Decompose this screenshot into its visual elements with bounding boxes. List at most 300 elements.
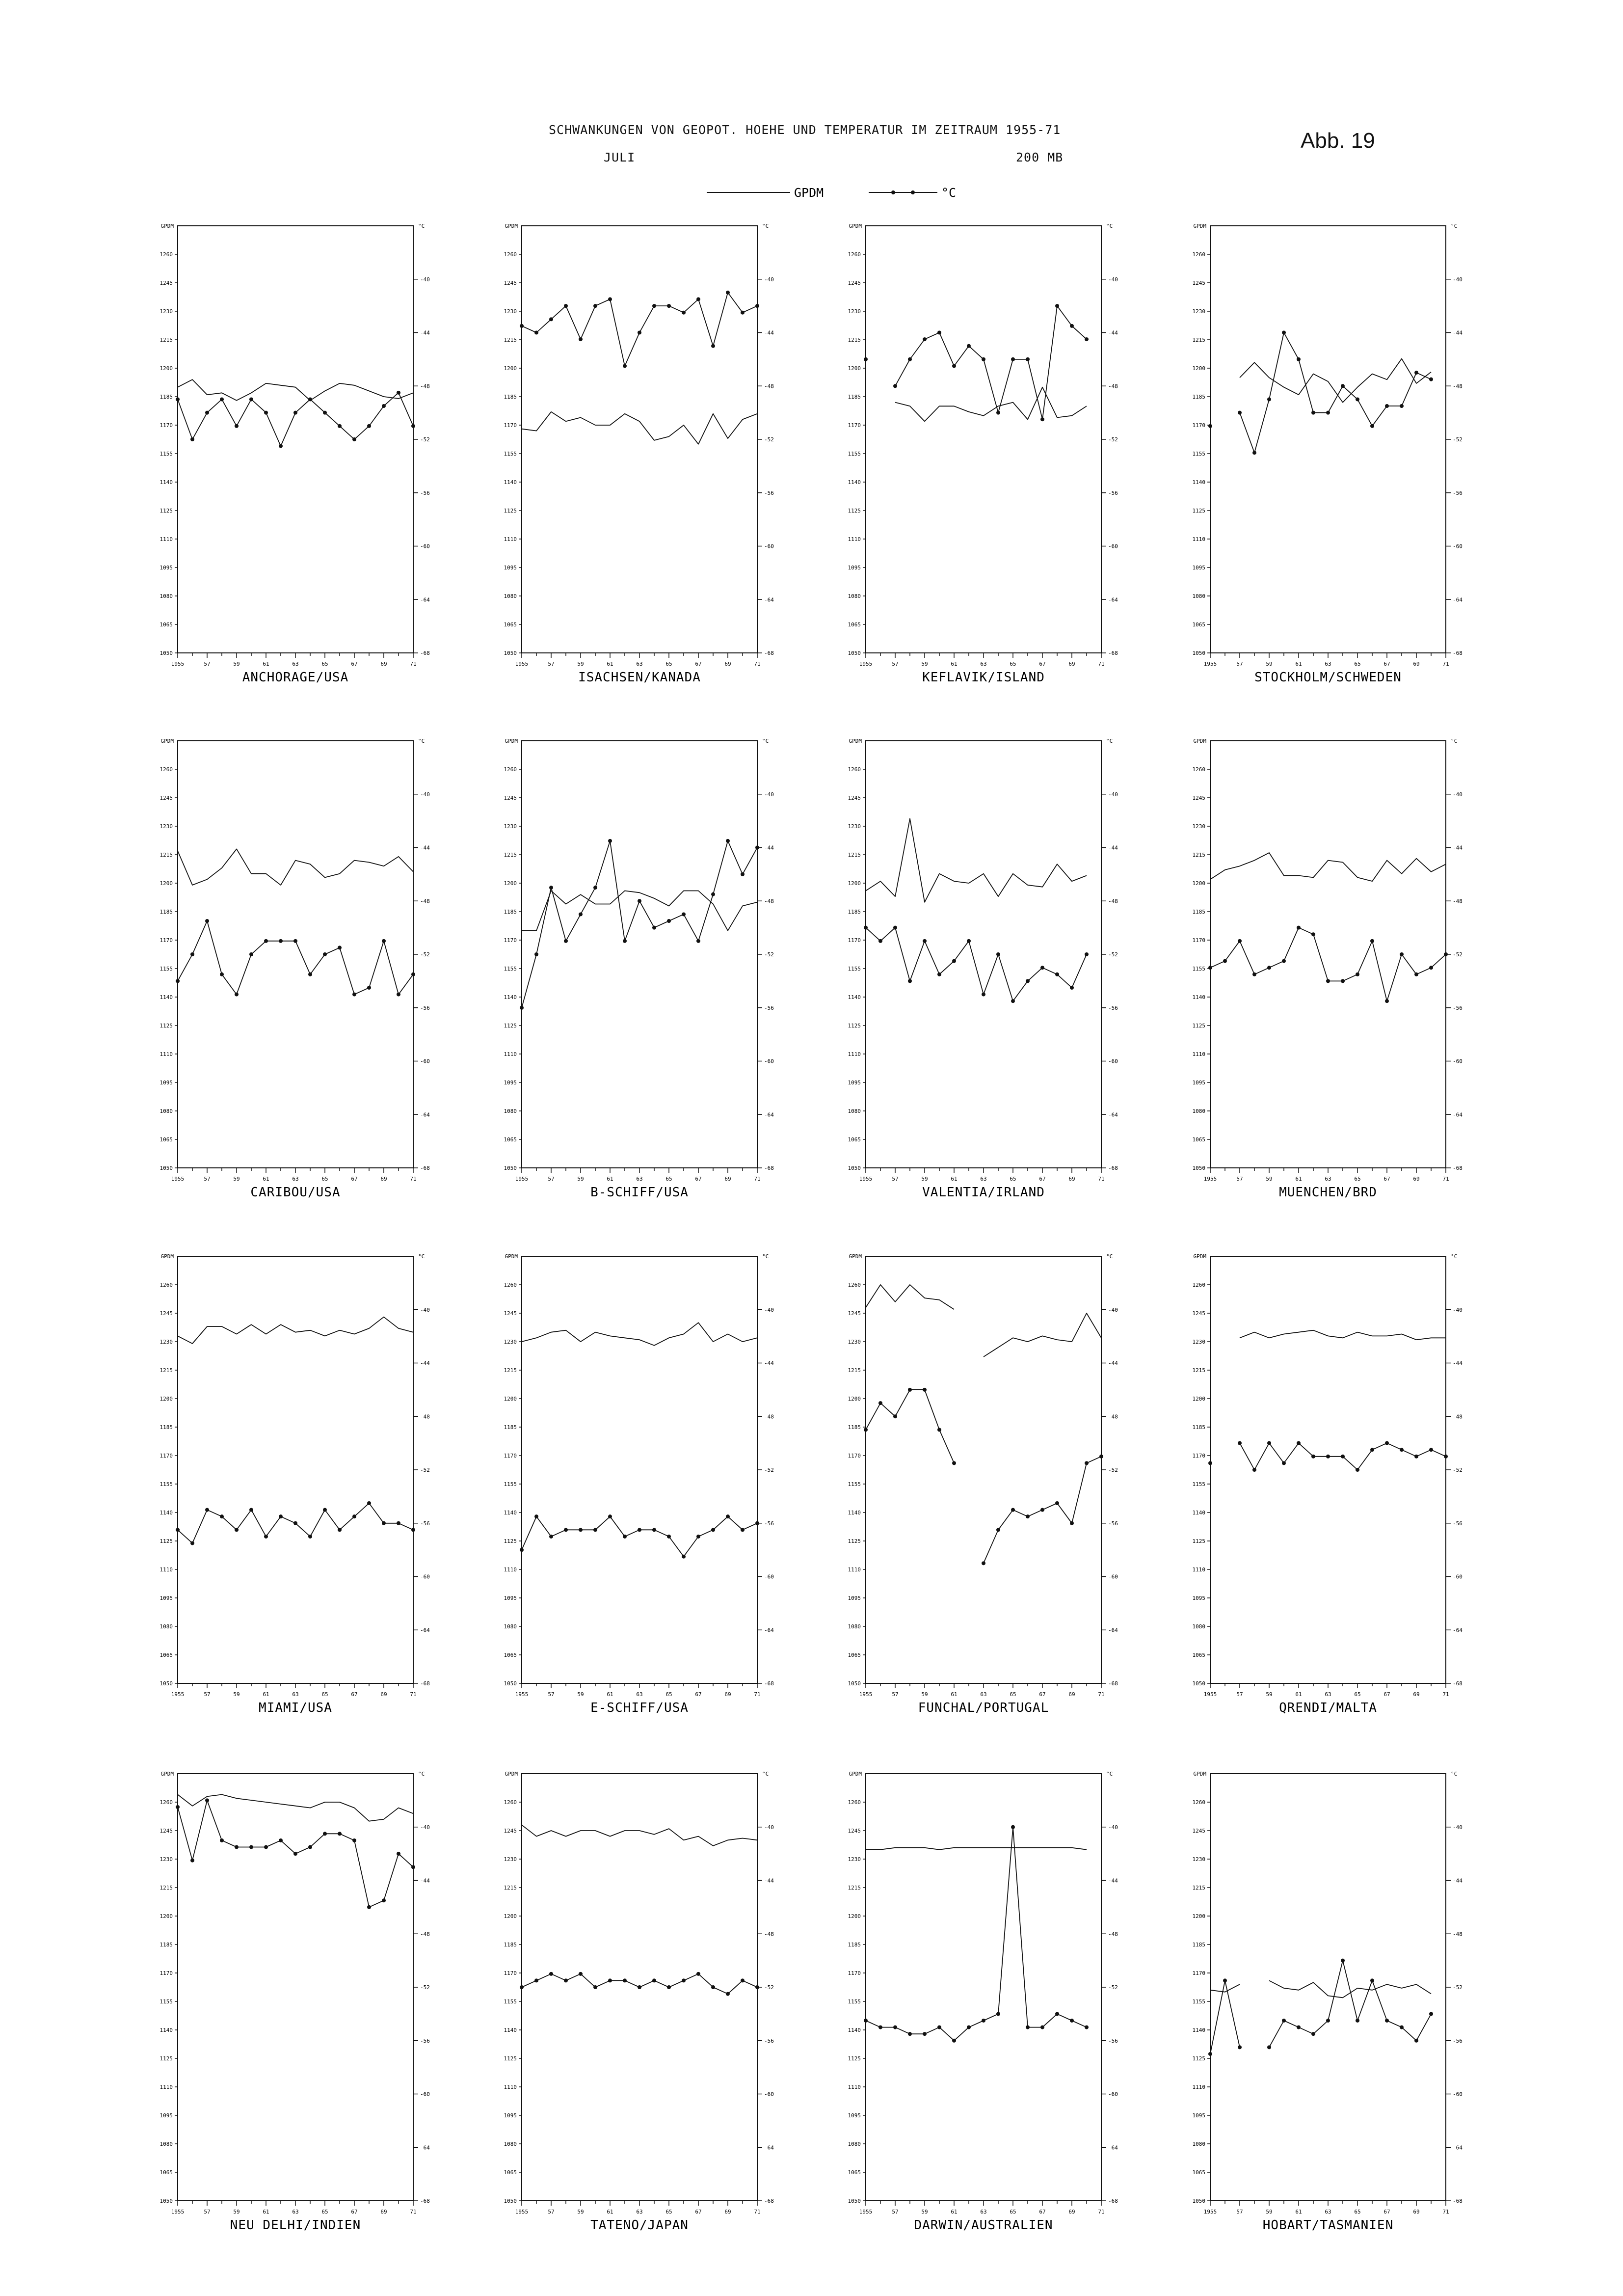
station-label: E-SCHIFF/USA (590, 1701, 689, 1715)
x-tick-label: 61 (263, 1176, 269, 1182)
temp-data-point (1026, 1514, 1030, 1518)
gpdm-tick-label: 1050 (1192, 650, 1205, 656)
gpdm-tick-label: 1200 (1192, 1396, 1205, 1402)
gpdm-tick-label: 1080 (1192, 593, 1205, 599)
gpdm-tick-label: 1245 (504, 280, 517, 286)
temp-data-point (952, 2039, 956, 2043)
temp-data-point (1326, 1455, 1330, 1459)
temp-data-point (652, 304, 656, 308)
temp-data-point (1370, 1448, 1374, 1452)
gpdm-tick-label: 1245 (504, 1828, 517, 1834)
gpdm-tick-label: 1170 (848, 422, 861, 429)
gpdm-tick-label: 1110 (160, 536, 173, 542)
temp-data-point (1040, 417, 1044, 421)
gpdm-tick-label: 1170 (848, 1453, 861, 1459)
temp-data-point (937, 331, 941, 335)
temp-data-point (205, 411, 209, 415)
gpdm-tick-label: 1095 (848, 1595, 861, 1601)
temp-data-point (564, 1528, 568, 1532)
gpdm-tick-label: 1215 (504, 852, 517, 858)
gpdm-tick-label: 1185 (504, 909, 517, 915)
temp-data-point (279, 1838, 283, 1842)
temp-data-point (682, 1978, 686, 1982)
temp-data-point (893, 1414, 897, 1418)
temp-tick-label: -40 (1453, 791, 1463, 798)
temp-data-point (996, 1528, 1000, 1532)
gpdm-tick-label: 1185 (848, 394, 861, 400)
temp-data-point (982, 993, 985, 997)
gpdm-series-line (1240, 359, 1431, 403)
gpdm-tick-label: 1200 (504, 365, 517, 372)
temp-data-point (564, 939, 568, 943)
temp-data-point (520, 1006, 524, 1010)
temp-data-point (367, 1501, 371, 1505)
gpdm-tick-label: 1080 (1192, 2141, 1205, 2147)
x-tick-label: 57 (1236, 661, 1243, 667)
gpdm-tick-label: 1065 (1192, 621, 1205, 628)
temp-tick-label: -40 (1453, 1824, 1463, 1831)
temp-data-point (1055, 2012, 1059, 2016)
gpdm-tick-label: 1080 (848, 1623, 861, 1630)
temp-tick-label: -60 (1453, 1058, 1463, 1065)
temp-data-point (1223, 1978, 1227, 1982)
temp-tick-label: -44 (764, 1360, 774, 1367)
temp-data-point (593, 1985, 597, 1989)
temp-data-point (279, 444, 283, 448)
plot-frame (866, 226, 1101, 653)
temp-data-point (1085, 2026, 1089, 2029)
x-tick-label: 61 (951, 661, 958, 667)
gpdm-tick-label: 1215 (1192, 1367, 1205, 1374)
x-tick-label: 67 (695, 1691, 702, 1698)
gpdm-tick-label: 1230 (1192, 1856, 1205, 1863)
gpdm-tick-label: 1170 (160, 422, 173, 429)
gpdm-tick-label: 1050 (1192, 2198, 1205, 2204)
gpdm-tick-label: 1230 (504, 308, 517, 315)
temp-data-point (190, 1859, 194, 1863)
x-tick-label: 1955 (171, 2209, 185, 2215)
temp-tick-label: -56 (420, 1520, 430, 1527)
temp-data-point (1282, 1461, 1286, 1465)
temp-tick-label: -40 (1453, 1306, 1463, 1313)
temp-tick-label: -40 (420, 791, 430, 798)
temp-data-point (878, 939, 882, 943)
temp-tick-label: -40 (420, 1306, 430, 1313)
temp-tick-label: -64 (1108, 2144, 1118, 2151)
temp-data-point (593, 886, 597, 890)
gpdm-tick-label: 1140 (504, 479, 517, 486)
temp-tick-label: -44 (1108, 329, 1118, 336)
gpdm-tick-label: 1155 (848, 451, 861, 457)
gpdm-tick-label: 1050 (848, 650, 861, 656)
x-tick-label: 69 (380, 1176, 387, 1182)
temp-data-point (308, 397, 312, 401)
gpdm-tick-label: 1125 (1192, 1023, 1205, 1029)
gpdm-tick-label: 1215 (848, 852, 861, 858)
temp-data-point (1400, 952, 1404, 956)
temp-tick-label: -68 (1108, 1165, 1118, 1171)
x-tick-label: 71 (410, 1691, 417, 1698)
gpdm-tick-label: 1215 (1192, 852, 1205, 858)
temp-data-point (1297, 357, 1301, 361)
temp-data-point (726, 1514, 730, 1518)
temp-data-point (534, 1514, 538, 1518)
temp-data-point (893, 926, 897, 930)
x-tick-label: 65 (1010, 1176, 1016, 1182)
temp-tick-label: -44 (420, 1877, 430, 1884)
temp-data-point (608, 297, 612, 301)
gpdm-tick-label: 1260 (848, 251, 861, 258)
gpdm-tick-label: 1095 (848, 2112, 861, 2119)
temp-data-point (696, 1972, 700, 1976)
gpdm-tick-label: 1080 (848, 2141, 861, 2147)
temp-data-point (220, 1838, 224, 1842)
temp-data-point (338, 1832, 342, 1836)
gpdm-tick-label: 1050 (504, 2198, 517, 2204)
gpdm-tick-label: 1155 (160, 966, 173, 972)
plot-frame (1210, 1256, 1446, 1683)
temp-data-point (923, 337, 927, 341)
gpdm-tick-label: 1260 (160, 1282, 173, 1288)
plot-frame (1210, 226, 1446, 653)
temp-tick-label: -60 (1453, 1573, 1463, 1580)
gpdm-tick-label: 1170 (160, 937, 173, 944)
temp-data-point (967, 939, 971, 943)
station-panel (504, 1253, 774, 1715)
x-tick-label: 69 (380, 1691, 387, 1698)
station-panel (1193, 738, 1463, 1200)
x-tick-label: 71 (410, 2209, 417, 2215)
temp-tick-label: -68 (1108, 650, 1118, 656)
right-axis-unit: °C (1106, 223, 1113, 229)
temp-tick-label: -40 (764, 276, 774, 283)
gpdm-tick-label: 1200 (160, 1913, 173, 1919)
temp-data-point (1311, 411, 1315, 415)
gpdm-tick-label: 1110 (160, 1567, 173, 1573)
temp-data-point (235, 993, 239, 997)
station-label: FUNCHAL/PORTUGAL (918, 1701, 1049, 1715)
gpdm-tick-label: 1185 (1192, 1942, 1205, 1948)
temp-data-point (549, 317, 553, 321)
x-tick-label: 57 (548, 1176, 555, 1182)
temp-tick-label: -56 (420, 489, 430, 496)
gpdm-tick-label: 1185 (160, 1424, 173, 1431)
x-tick-label: 61 (263, 2209, 269, 2215)
gpdm-tick-label: 1080 (160, 1623, 173, 1630)
gpdm-tick-label: 1140 (1192, 2027, 1205, 2033)
gpdm-tick-label: 1080 (504, 1623, 517, 1630)
left-axis-unit: GPDM (849, 1253, 862, 1260)
gpdm-tick-label: 1095 (504, 2112, 517, 2119)
gpdm-tick-label: 1245 (1192, 795, 1205, 801)
temp-data-point (549, 886, 553, 890)
temp-tick-label: -48 (1108, 898, 1118, 905)
temp-data-point (937, 2026, 941, 2029)
gpdm-tick-label: 1140 (504, 1510, 517, 1516)
temp-tick-label: -40 (1108, 1824, 1118, 1831)
temp-data-point (1326, 411, 1330, 415)
temp-tick-label: -60 (1108, 543, 1118, 550)
temp-tick-label: -44 (764, 1877, 774, 1884)
gpdm-tick-label: 1125 (160, 508, 173, 514)
x-tick-label: 69 (1068, 2209, 1075, 2215)
temp-data-point (1208, 966, 1212, 970)
gpdm-tick-label: 1140 (848, 994, 861, 1000)
temp-tick-label: -68 (420, 650, 430, 656)
temp-tick-label: -40 (420, 276, 430, 283)
gpdm-tick-label: 1065 (1192, 1652, 1205, 1658)
x-tick-label: 71 (410, 1176, 417, 1182)
gpdm-tick-label: 1200 (160, 880, 173, 887)
gpdm-tick-label: 1110 (848, 2084, 861, 2090)
temp-data-point (323, 1832, 327, 1836)
right-axis-unit: °C (418, 223, 425, 229)
gpdm-tick-label: 1245 (848, 1310, 861, 1317)
gpdm-tick-label: 1185 (504, 1424, 517, 1431)
gpdm-tick-label: 1200 (160, 365, 173, 372)
x-tick-label: 71 (1442, 661, 1449, 667)
station-panel (504, 223, 774, 685)
temp-data-point (1267, 1441, 1271, 1445)
gpdm-tick-label: 1215 (504, 1367, 517, 1374)
temp-data-point (741, 311, 745, 315)
gpdm-tick-label: 1245 (848, 1828, 861, 1834)
temp-tick-label: -60 (420, 543, 430, 550)
temp-tick-label: -44 (1108, 844, 1118, 851)
x-tick-label: 71 (754, 661, 761, 667)
gpdm-tick-label: 1215 (848, 1885, 861, 1891)
temp-tick-label: -64 (420, 596, 430, 603)
x-tick-label: 57 (892, 1691, 899, 1698)
temp-data-point (1297, 1441, 1301, 1445)
temp-tick-label: -60 (420, 1573, 430, 1580)
gpdm-tick-label: 1140 (504, 994, 517, 1000)
temp-data-point (726, 839, 730, 843)
x-tick-label: 61 (607, 1176, 613, 1182)
x-tick-label: 63 (980, 1691, 987, 1698)
x-tick-label: 57 (548, 2209, 555, 2215)
gpdm-series-line (1210, 853, 1446, 881)
x-tick-label: 59 (233, 2209, 240, 2215)
x-tick-label: 69 (1068, 1691, 1075, 1698)
temp-tick-label: -56 (420, 1004, 430, 1011)
temp-data-point (1208, 2052, 1212, 2056)
gpdm-tick-label: 1065 (848, 1136, 861, 1143)
temp-tick-label: -56 (1108, 1004, 1118, 1011)
temp-data-point (1341, 979, 1345, 983)
temp-data-point (382, 1898, 386, 1902)
gpdm-series-line (522, 1825, 757, 1846)
x-tick-label: 63 (636, 661, 643, 667)
temp-data-point (667, 1535, 671, 1539)
left-axis-unit: GPDM (160, 223, 174, 229)
x-tick-label: 69 (380, 661, 387, 667)
x-tick-label: 69 (380, 2209, 387, 2215)
left-axis-unit: GPDM (505, 1253, 518, 1260)
left-axis-unit: GPDM (1193, 738, 1206, 744)
left-axis-unit: GPDM (505, 738, 518, 744)
gpdm-tick-label: 1170 (1192, 937, 1205, 944)
temp-data-point (908, 2032, 912, 2036)
x-tick-label: 71 (1442, 2209, 1449, 2215)
gpdm-tick-label: 1185 (160, 394, 173, 400)
temp-data-point (220, 972, 224, 976)
temp-data-point (220, 397, 224, 401)
gpdm-tick-label: 1185 (504, 1942, 517, 1948)
x-tick-label: 71 (754, 2209, 761, 2215)
temp-data-point (397, 993, 400, 997)
temp-data-point (1297, 2026, 1301, 2029)
temp-tick-label: -48 (764, 898, 774, 905)
temp-tick-label: -64 (764, 1111, 774, 1118)
temp-tick-label: -40 (764, 1824, 774, 1831)
temp-data-point (996, 2012, 1000, 2016)
x-tick-label: 71 (410, 661, 417, 667)
temp-tick-label: -52 (1108, 1984, 1118, 1991)
temp-data-point (1385, 2019, 1389, 2023)
temp-tick-label: -52 (1108, 1467, 1118, 1473)
x-tick-label: 59 (1266, 661, 1273, 667)
x-tick-label: 61 (951, 1691, 958, 1698)
temp-data-point (323, 1508, 327, 1512)
temp-data-point (520, 1985, 524, 1989)
x-tick-label: 1955 (859, 1691, 873, 1698)
gpdm-tick-label: 1230 (1192, 1339, 1205, 1345)
x-tick-label: 71 (1098, 661, 1105, 667)
temp-data-point (667, 919, 671, 923)
gpdm-tick-label: 1245 (1192, 280, 1205, 286)
station-panel (160, 1771, 430, 2233)
temp-data-point (1311, 932, 1315, 936)
temp-tick-label: -52 (420, 951, 430, 958)
gpdm-tick-label: 1140 (504, 2027, 517, 2033)
gpdm-tick-label: 1110 (1192, 1567, 1205, 1573)
right-axis-unit: °C (762, 1253, 769, 1260)
gpdm-tick-label: 1095 (160, 565, 173, 571)
temp-tick-label: -60 (420, 2091, 430, 2098)
temp-data-point (235, 1845, 239, 1849)
temp-tick-label: -44 (1453, 1877, 1463, 1884)
temp-data-point (397, 1521, 400, 1525)
temp-data-point (1385, 999, 1389, 1003)
x-tick-label: 69 (1068, 1176, 1075, 1182)
temp-tick-label: -48 (1108, 1413, 1118, 1420)
temp-data-point (1026, 357, 1030, 361)
temp-series-line (1210, 928, 1446, 1001)
station-label: CARIBOU/USA (250, 1185, 341, 1200)
temp-data-point (549, 1972, 553, 1976)
gpdm-tick-label: 1110 (504, 1567, 517, 1573)
left-axis-unit: GPDM (160, 1253, 174, 1260)
temp-tick-label: -68 (1453, 2198, 1463, 2204)
temp-data-point (1238, 939, 1242, 943)
temp-data-point (741, 1978, 745, 1982)
gpdm-tick-label: 1260 (1192, 251, 1205, 258)
right-axis-unit: °C (1106, 738, 1113, 744)
x-tick-label: 69 (724, 661, 731, 667)
x-tick-label: 59 (921, 661, 928, 667)
temp-tick-label: -60 (764, 1058, 774, 1065)
temp-data-point (176, 397, 180, 401)
temp-data-point (1400, 404, 1404, 408)
x-tick-label: 65 (321, 661, 328, 667)
x-tick-label: 69 (724, 1691, 731, 1698)
temp-data-point (1011, 357, 1015, 361)
gpdm-tick-label: 1245 (848, 280, 861, 286)
temp-data-point (205, 1798, 209, 1802)
gpdm-tick-label: 1155 (848, 1999, 861, 2005)
gpdm-tick-label: 1125 (504, 1023, 517, 1029)
x-tick-label: 63 (980, 1176, 987, 1182)
temp-data-point (293, 1521, 297, 1525)
temp-tick-label: -44 (1453, 1360, 1463, 1367)
temp-data-point (967, 2026, 971, 2029)
station-panel (848, 738, 1118, 1200)
temp-data-point (1252, 451, 1256, 455)
gpdm-tick-label: 1080 (848, 1108, 861, 1114)
x-tick-label: 61 (1295, 2209, 1302, 2215)
temp-data-point (1267, 966, 1271, 970)
temp-data-point (652, 1528, 656, 1532)
temp-data-point (1311, 1455, 1315, 1459)
temp-tick-label: -40 (1453, 276, 1463, 283)
temp-data-point (908, 1388, 912, 1392)
temp-data-point (1099, 1455, 1103, 1459)
gpdm-tick-label: 1050 (160, 1680, 173, 1687)
station-panel (848, 223, 1118, 685)
gpdm-tick-label: 1230 (1192, 823, 1205, 830)
temp-tick-label: -64 (1453, 596, 1463, 603)
gpdm-tick-label: 1230 (504, 823, 517, 830)
temp-data-point (564, 1978, 568, 1982)
gpdm-tick-label: 1065 (1192, 1136, 1205, 1143)
temp-data-point (1085, 1461, 1089, 1465)
left-axis-unit: GPDM (849, 223, 862, 229)
temp-data-point (893, 384, 897, 388)
station-panel (504, 1771, 774, 2233)
gpdm-tick-label: 1080 (160, 2141, 173, 2147)
temp-tick-label: -60 (764, 543, 774, 550)
temp-tick-label: -52 (420, 1984, 430, 1991)
x-tick-label: 1955 (171, 1176, 185, 1182)
temp-data-point (755, 1521, 759, 1525)
gpdm-tick-label: 1095 (848, 565, 861, 571)
gpdm-tick-label: 1245 (160, 280, 173, 286)
temp-data-point (249, 397, 253, 401)
temp-data-point (367, 424, 371, 428)
x-tick-label: 71 (1442, 1691, 1449, 1698)
temp-data-point (1400, 1448, 1404, 1452)
temp-tick-label: -68 (420, 2198, 430, 2204)
gpdm-tick-label: 1230 (160, 1339, 173, 1345)
gpdm-tick-label: 1140 (848, 2027, 861, 2033)
temp-data-point (1282, 959, 1286, 963)
gpdm-tick-label: 1200 (1192, 365, 1205, 372)
gpdm-series-line (178, 379, 413, 401)
x-tick-label: 65 (321, 2209, 328, 2215)
temp-data-point (755, 304, 759, 308)
plot-frame (178, 1774, 413, 2201)
gpdm-tick-label: 1095 (1192, 1595, 1205, 1601)
gpdm-tick-label: 1245 (160, 1310, 173, 1317)
temp-data-point (1040, 966, 1044, 970)
temp-tick-label: -44 (1108, 1877, 1118, 1884)
figure-number-label: Abb. 19 (1301, 129, 1375, 153)
temp-data-point (190, 1541, 194, 1545)
temp-tick-label: -56 (1453, 2037, 1463, 2044)
temp-tick-label: -64 (420, 2144, 430, 2151)
gpdm-series-line (178, 849, 413, 885)
